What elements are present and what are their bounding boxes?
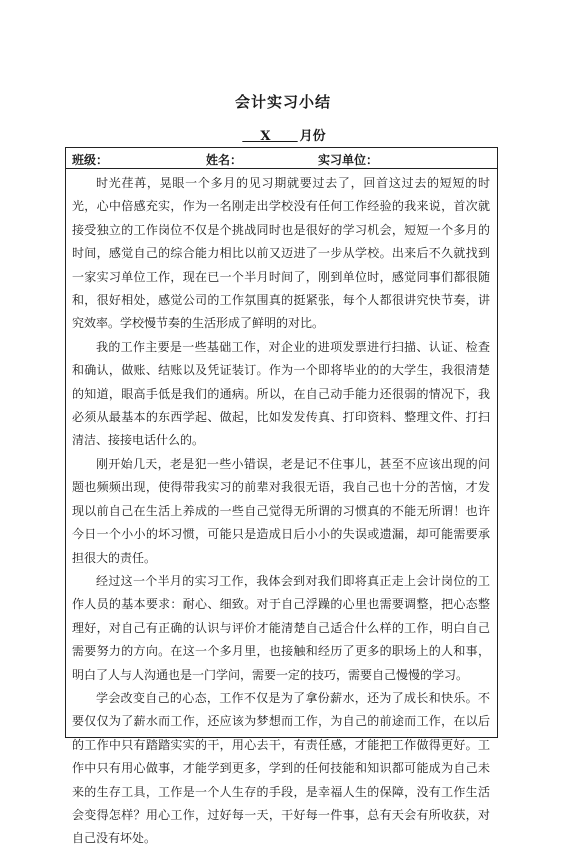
month-line [0,125,566,144]
summary-table [65,147,498,846]
summary-content [72,172,490,851]
paragraph: 刚开始几天，老是犯一些小错误，老是记不住事儿，甚至不应该出现的问题也频频出现，使得带我实习的前辈对我很无语，我自己也十分的苦恼，才发现以前自己在生活上养成的一些自己觉得无所谓的习惯真的不能无所谓！也许今日一个小小的坏习惯，可能只是造成日后小小的失误或遗漏，却可能需要承担很大的责任。 [72,456,490,565]
month-label: 月份 [299,129,326,144]
paragraph: 学会改变自己的心态，工作不仅是为了拿份薪水，还为了成长和快乐。不要仅仅为了薪水而工作，还应该为梦想而工作，为自己的前途而工作，在以后的工作中只有踏踏实实的干，用心去干，有责任感，才能把工作做得更好。工作中只有用心做事，才能学到更多，学到的任何技能和知识都可能成为自己未来的生存工具，工作是一个人生存的手段，是幸福人生的保障，没有工作生活会变得怎样？用心工作，过好每一天，干好每一件事，总有天会有所收获，对自己没有坏处。 [72,690,490,846]
unit-label: 实习单位： [318,153,379,167]
table-header-row [66,148,497,169]
paragraph: 时光荏苒，晃眼一个多月的见习期就要过去了，回首这过去的短短的时光，心中倍感充实，作为一名刚走出学校没有任何工作经验的我来说，首次就接受独立的工作岗位不仅是个挑战同时也是很好的学习机会，短短一个多月的时间，感觉自己的综合能力相比以前又迈进了一步从学校。出来后不久就找到一家实习单位工作，现在已一个半月时间了，刚到单位时，感觉同事们都很随和，很好相处，感觉公司的工作氛围真的挺紧张，每个人都很讲究快节奏，讲究效率。学校慢节奏的生活形成了鲜明的对比。 [72,176,490,331]
month-value: X [260,129,271,144]
month-blank [240,129,299,144]
paragraph: 经过这一个半月的实习工作，我体会到对我们即将真正走上会计岗位的工作人员的基本要求：耐心、细致。对于自己浮躁的心里也需要调整，把心态整理好，对自己有正确的认识与评价才能清楚自己适合什么样的工作，明白自己需要努力的方向。在这一个多月里，也接触和经历了更多的职场上的人和事，明白了人与人沟通也是一门学问，需要一定的技巧，需要自己慢慢的学习。 [72,573,490,682]
name-label: 姓名： [206,153,243,167]
class-label: 班级： [72,153,109,167]
paragraph: 我的工作主要是一些基础工作，对企业的进项发票进行扫描、认证、检查和确认，做账、结账以及凭证装订。作为一个即将毕业的的大学生，我很清楚的知道，眼高手低是我们的通病。所以，在自己动手能力还很弱的情况下，我必须从最基本的东西学起、做起，比如发发传真、打印资料、整理文件、打扫清洁、接接电话什么的。 [72,339,490,448]
document-title: 会计实习小结 [234,93,331,111]
